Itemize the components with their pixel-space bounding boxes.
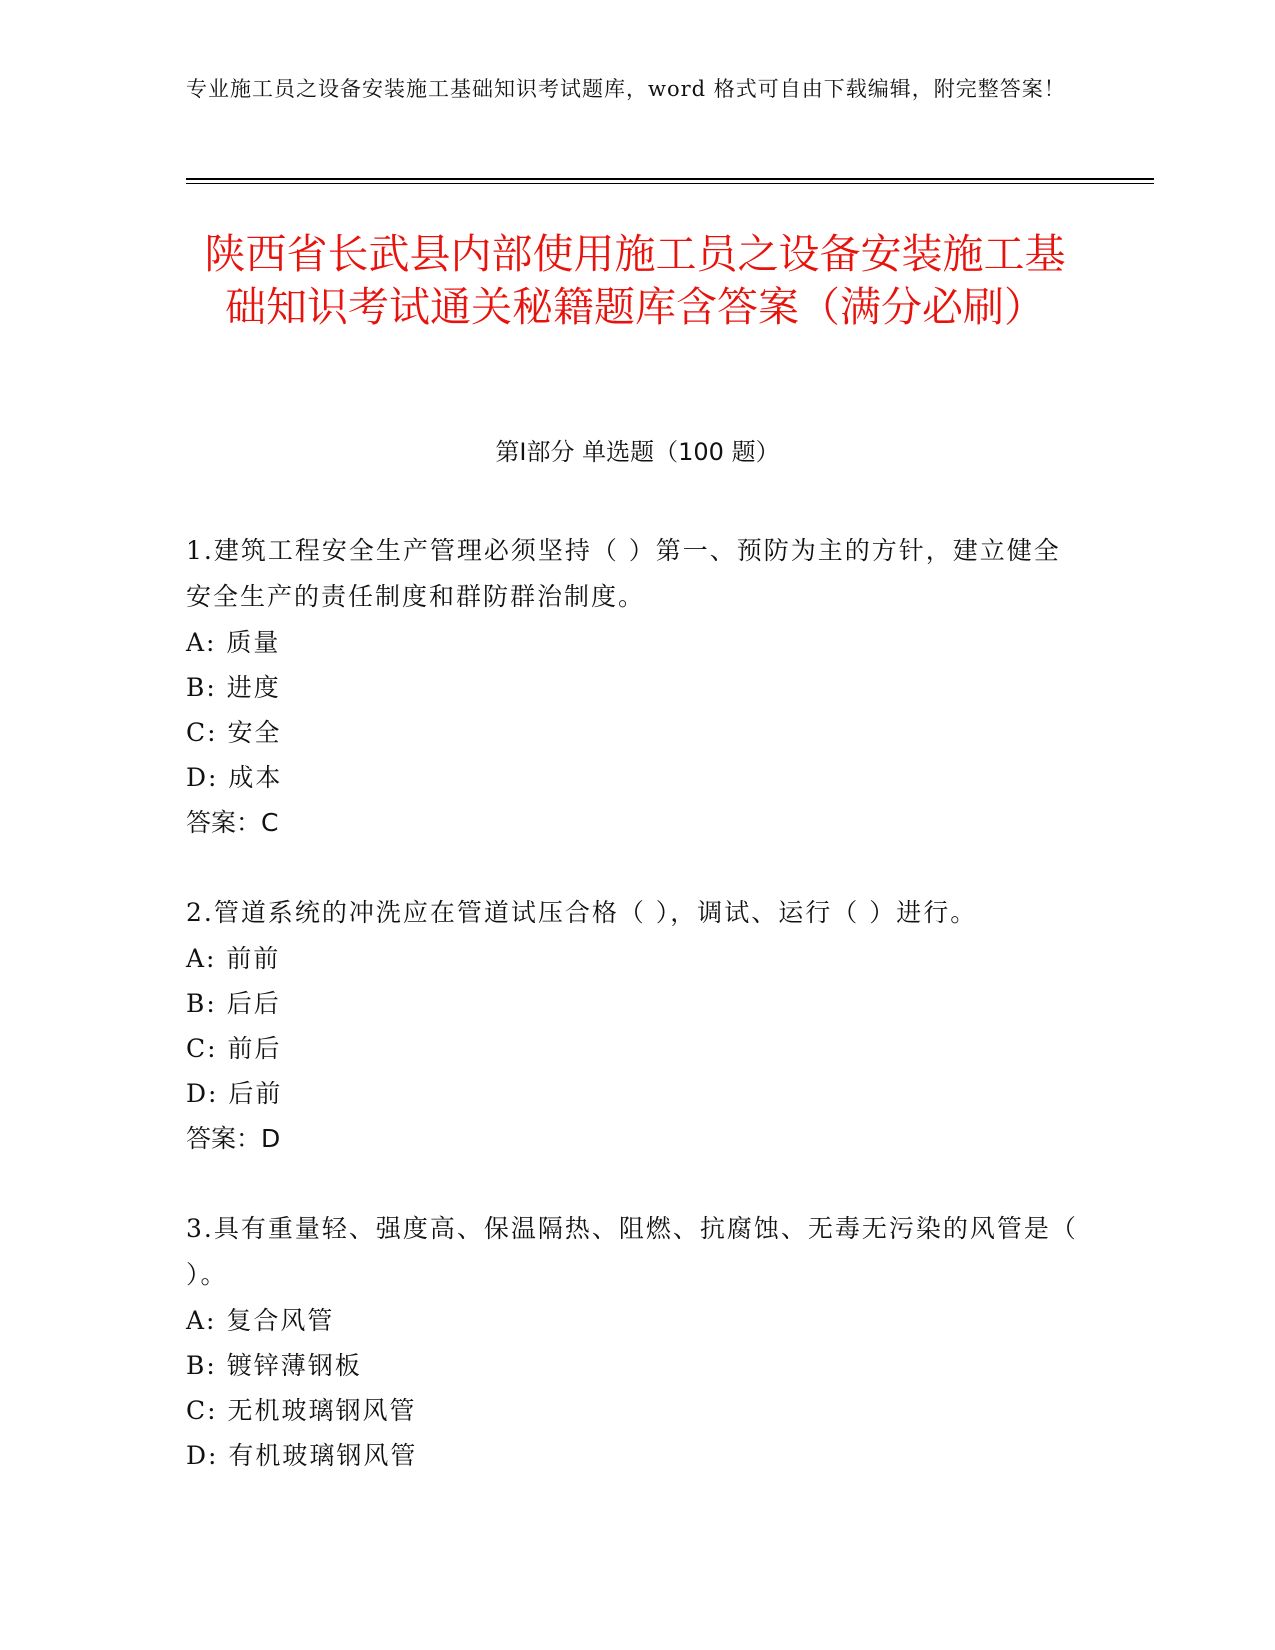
option-a: A: 复合风管 bbox=[186, 1306, 335, 1335]
header-note: 专业施工员之设备安装施工基础知识考试题库，word 格式可自由下载编辑，附完整答案！ bbox=[186, 77, 1066, 101]
option-d: D: 有机玻璃钢风管 bbox=[186, 1441, 418, 1470]
question-2 bbox=[186, 890, 1081, 1162]
document-title: 陕西省长武县内部使用施工员之设备安装施工基础知识考试通关秘籍题库含答案（满分必刷） bbox=[204, 230, 1066, 331]
question-stem: 2.管道系统的冲洗应在管道试压合格（ ），调试、运行（ ）进行。 bbox=[186, 898, 978, 927]
option-d: D: 成本 bbox=[186, 763, 283, 792]
header-divider-thin bbox=[186, 183, 1154, 184]
question-list bbox=[186, 528, 1081, 1522]
answer: 答案：C bbox=[186, 808, 279, 837]
option-c: C: 无机玻璃钢风管 bbox=[186, 1396, 417, 1425]
option-c: C: 安全 bbox=[186, 718, 282, 747]
option-a: A: 质量 bbox=[186, 628, 281, 657]
question-3 bbox=[186, 1206, 1081, 1478]
question-stem: 3.具有重量轻、强度高、保温隔热、阻燃、抗腐蚀、无毒无污染的风管是（ ）。 bbox=[186, 1214, 1078, 1289]
answer: 答案：D bbox=[186, 1124, 281, 1153]
question-1 bbox=[186, 528, 1081, 846]
option-c: C: 前后 bbox=[186, 1034, 282, 1063]
question-stem: 1.建筑工程安全生产管理必须坚持（ ）第一、预防为主的方针，建立健全安全生产的责任制度和群防群治制度。 bbox=[186, 536, 1061, 611]
section-heading: 第Ⅰ部分 单选题（100 题） bbox=[495, 438, 780, 466]
option-a: A: 前前 bbox=[186, 944, 281, 973]
option-b: B: 进度 bbox=[186, 673, 281, 702]
option-b: B: 后后 bbox=[186, 989, 281, 1018]
header-divider bbox=[186, 178, 1154, 180]
option-d: D: 后前 bbox=[186, 1079, 283, 1108]
option-b: B: 镀锌薄钢板 bbox=[186, 1351, 362, 1380]
